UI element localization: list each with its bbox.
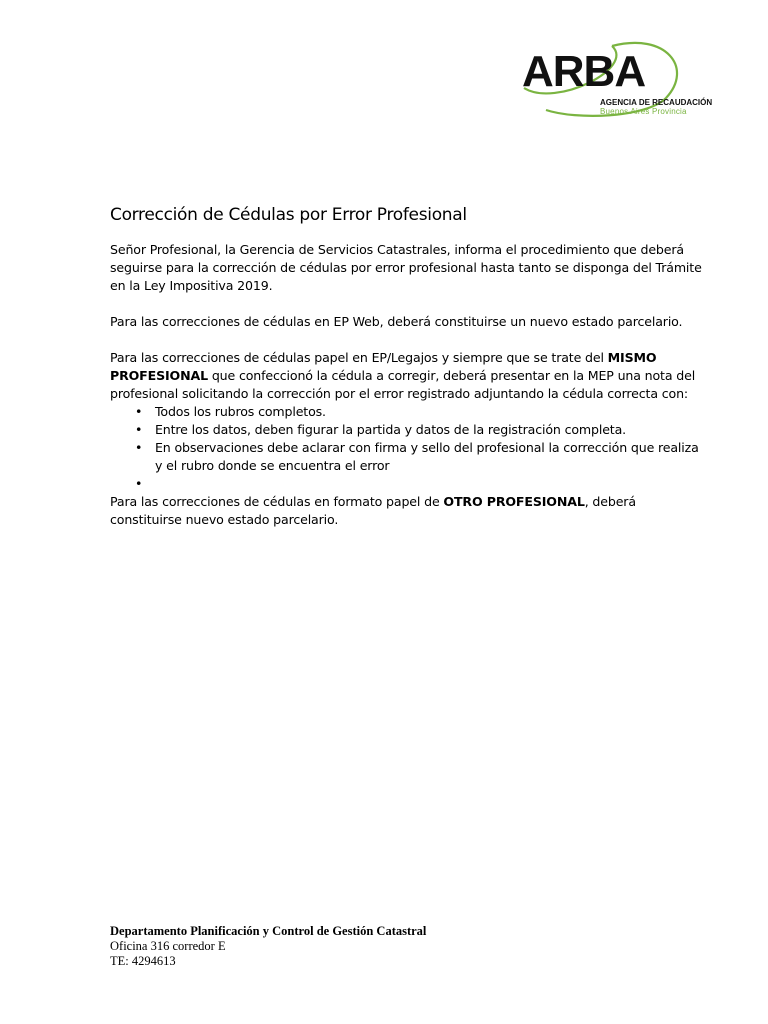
- footer-department: Departamento Planificación y Control de Gestión Catastral: [110, 924, 427, 938]
- list-item: [135, 421, 706, 439]
- logo-wordmark: ARBA: [522, 47, 646, 96]
- list-item-text: En observaciones debe aclarar con firma y sello del profesional la corrección que realiza y el rubro donde se encuentra el error: [155, 440, 699, 473]
- document-title: Corrección de Cédulas por Error Profesional: [110, 205, 467, 225]
- list-item-text: Todos los rubros completos.: [155, 404, 326, 419]
- other-professional-text-before: Para las correcciones de cédulas en formato papel de: [110, 494, 444, 509]
- same-professional-text-before: Para las correcciones de cédulas papel en EP/Legajos y siempre que se trate del: [110, 350, 608, 365]
- document-body: [110, 203, 706, 529]
- bullet-icon: •: [135, 476, 143, 491]
- other-professional-paragraph: [110, 493, 706, 529]
- same-professional-paragraph: [110, 349, 706, 403]
- bullet-icon: •: [135, 404, 143, 419]
- footer-office: Oficina 316 corredor E: [110, 939, 226, 953]
- arba-logo: [516, 38, 713, 120]
- same-professional-text-after: que confeccionó la cédula a corregir, deberá presentar en la MEP una nota del profesional solicitando la corrección por el error registrado adjuntando la cédula correcta con:: [110, 368, 696, 401]
- requirements-list: [110, 403, 706, 493]
- logo-province-text: Buenos Aires Provincia: [600, 107, 687, 116]
- same-professional-bold: MISMO PROFESIONAL: [110, 350, 657, 383]
- list-item-text: Entre los datos, deben figurar la partida y datos de la registración completa.: [155, 422, 627, 437]
- bullet-icon: •: [135, 422, 143, 437]
- footer: [110, 924, 426, 969]
- other-professional-text-after: , deberá constituirse nuevo estado parcelario.: [110, 494, 636, 527]
- bullet-icon: •: [135, 440, 143, 455]
- intro-paragraph: Señor Profesional, la Gerencia de Servicios Catastrales, informa el procedimiento que deberá seguirse para la corrección de cédulas por error profesional hasta tanto se disponga del Trámite en la Ley Impositiva 2019.: [110, 242, 702, 293]
- footer-phone: TE: 4294613: [110, 954, 176, 968]
- list-item: [135, 439, 706, 475]
- other-professional-bold: OTRO PROFESIONAL: [443, 494, 585, 509]
- list-item: [135, 403, 706, 421]
- ep-web-paragraph: Para las correcciones de cédulas en EP Web, deberá constituirse un nuevo estado parcelario.: [110, 314, 683, 329]
- logo-agency-text: AGENCIA DE RECAUDACIÓN: [600, 98, 713, 107]
- list-item-empty: [135, 475, 706, 493]
